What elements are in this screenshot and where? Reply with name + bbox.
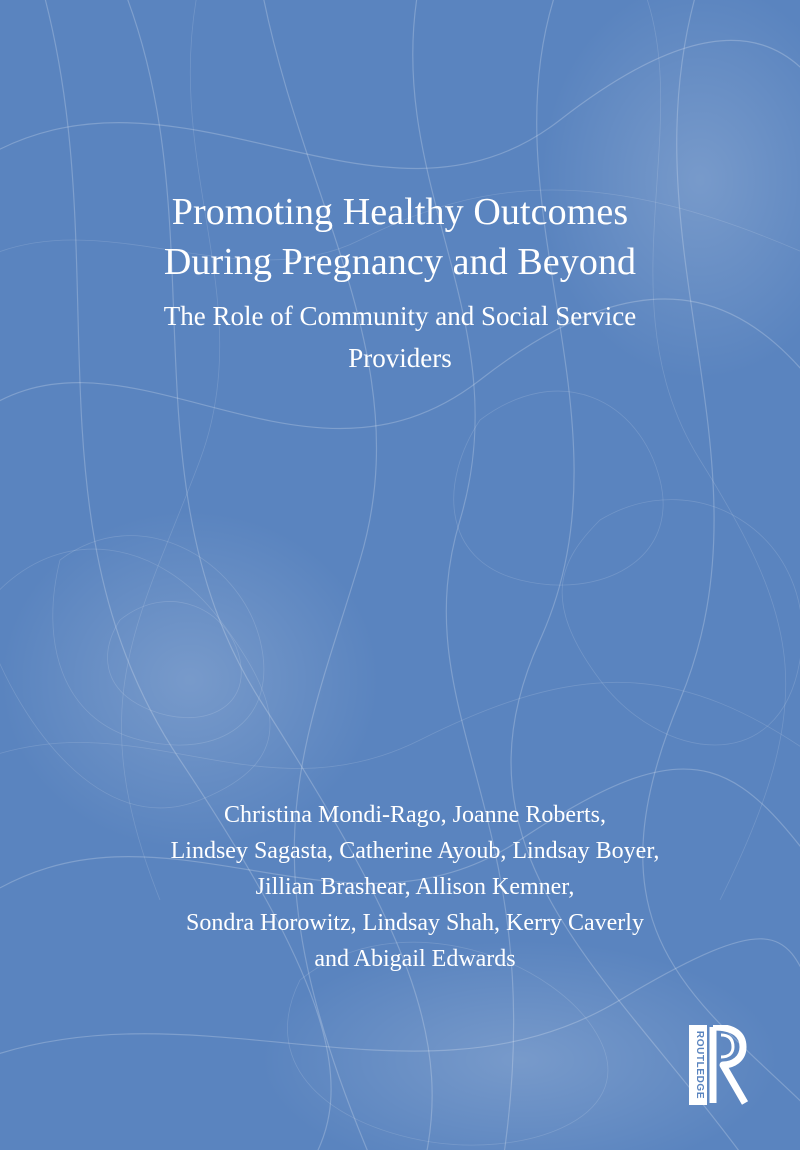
subtitle-line-1: The Role of Community and Social Service [163, 301, 637, 331]
subtitle-line-2: Providers [348, 343, 452, 373]
book-subtitle [60, 295, 740, 379]
publisher-name-bar [689, 1025, 707, 1105]
publisher-name: ROUTLEDGE [694, 1030, 705, 1100]
title-line-2: During Pregnancy and Beyond [163, 241, 637, 283]
author-list [40, 797, 790, 977]
book-title [60, 187, 740, 287]
routledge-r-profile-icon [709, 1025, 751, 1105]
author-line-5: and Abigail Edwards [314, 946, 516, 972]
title-line-1: Promoting Healthy Outcomes [171, 191, 629, 233]
author-line-3: Jillian Brashear, Allison Kemner, [255, 874, 575, 900]
author-line-1: Christina Mondi-Rago, Joanne Roberts, [224, 802, 606, 828]
author-line-4: Sondra Horowitz, Lindsay Shah, Kerry Caverly [186, 910, 644, 936]
publisher-logo [689, 1025, 751, 1105]
author-line-2: Lindsey Sagasta, Catherine Ayoub, Lindsay Boyer, [170, 838, 660, 864]
